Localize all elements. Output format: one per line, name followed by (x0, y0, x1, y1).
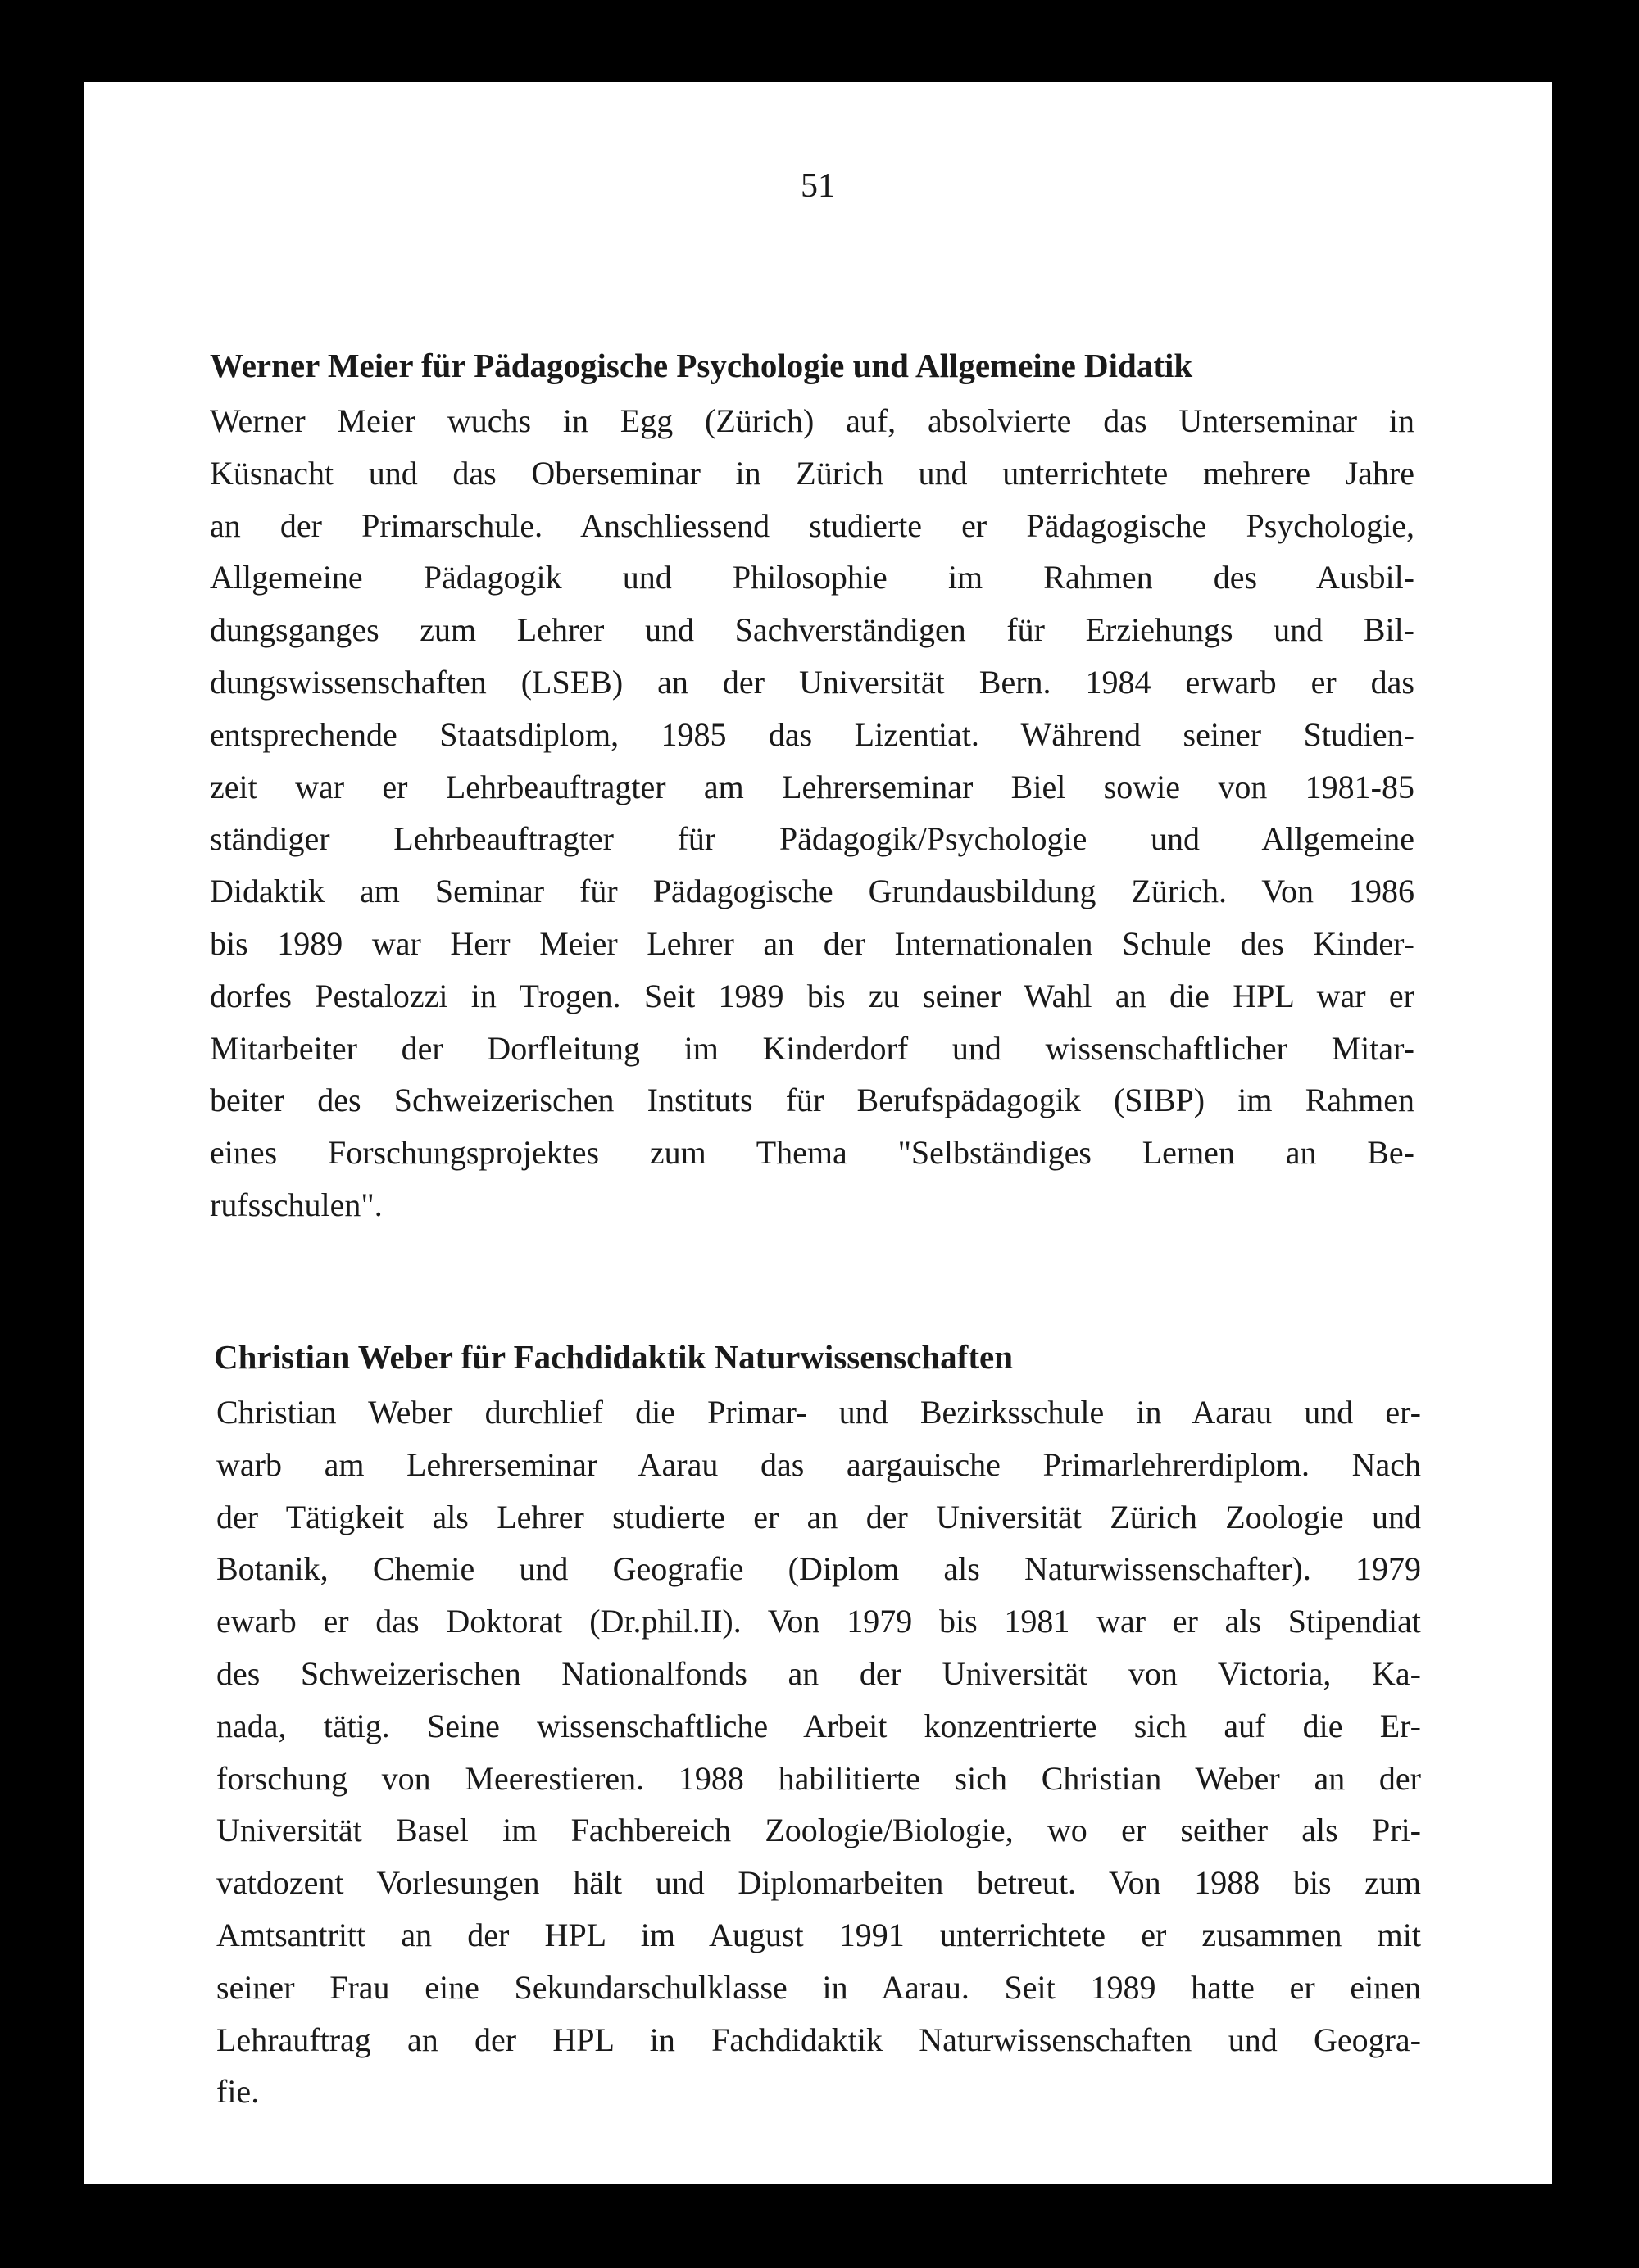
text-line: Didaktik am Seminar für Pädagogische Grundausbildung Zürich. Von 1986 (210, 873, 1414, 910)
text-line: Allgemeine Pädagogik und Philosophie im Rahmen des Ausbil- (210, 559, 1414, 596)
text-line: an der Primarschule. Anschliessend studierte er Pädagogische Psychologie, (210, 506, 1414, 544)
text-line: nada, tätig. Seine wissenschaftliche Arbeit konzentrierte sich auf die Er- (216, 1707, 1421, 1744)
text-line: Lehrauftrag an der HPL in Fachdidaktik Naturwissenschaften und Geogra- (216, 2021, 1421, 2058)
text-line: der Tätigkeit als Lehrer studierte er an der Universität Zürich Zoologie und (216, 1498, 1421, 1535)
text-line: ständiger Lehrbeauftragter für Pädagogik/Psychologie und Allgemeine (210, 820, 1414, 858)
text-line: warb am Lehrerseminar Aarau das aargauische Primarlehrerdiplom. Nach (216, 1445, 1421, 1483)
text-line: Christian Weber durchlief die Primar- und Bezirksschule in Aarau und er- (216, 1394, 1421, 1431)
text-line: dungswissenschaften (LSEB) an der Universität Bern. 1984 erwarb er das (210, 663, 1414, 701)
text-line: Amtsantritt an der HPL im August 1991 unterrichtete er zusammen mit (216, 1916, 1421, 1953)
text-line: des Schweizerischen Nationalfonds an der Universität von Victoria, Ka- (216, 1654, 1421, 1692)
text-line: dorfes Pestalozzi in Trogen. Seit 1989 bis zu seiner Wahl an die HPL war er (210, 977, 1414, 1014)
text-line: seiner Frau eine Sekundarschulklasse in Aarau. Seit 1989 hatte er einen (216, 1968, 1421, 2006)
text-line: vatdozent Vorlesungen hält und Diplomarbeiten betreut. Von 1988 bis zum (216, 1864, 1421, 1902)
section-body-weber (216, 1386, 1421, 2118)
text-line: Küsnacht und das Oberseminar in Zürich und unterrichtete mehrere Jahre (210, 454, 1414, 492)
text-line: rufsschulen". (210, 1186, 383, 1223)
text-line: ewarb er das Doktorat (Dr.phil.II). Von 1979 bis 1981 war er als Stipendiat (216, 1603, 1421, 1640)
text-line: entsprechende Staatsdiplom, 1985 das Lizentiat. Während seiner Studien- (210, 715, 1414, 753)
text-line: bis 1989 war Herr Meier Lehrer an der Internationalen Schule des Kinder- (210, 924, 1414, 962)
text-line: eines Forschungsprojektes zum Thema "Selbständiges Lernen an Be- (210, 1134, 1414, 1172)
text-line: Mitarbeiter der Dorfleitung im Kinderdorf und wissenschaftlicher Mitar- (210, 1029, 1414, 1067)
section-heading-meier: Werner Meier für Pädagogische Psychologie und Allgemeine Didatik (210, 347, 1193, 384)
section-body-meier (210, 395, 1414, 1232)
text-line: beiter des Schweizerischen Instituts für Berufspädagogik (SIBP) im Rahmen (210, 1082, 1414, 1119)
text-line: Werner Meier wuchs in Egg (Zürich) auf, absolvierte das Unterseminar in (210, 402, 1414, 439)
section-heading-weber: Christian Weber für Fachdidaktik Naturwissenschaften (214, 1338, 1013, 1376)
text-line: zeit war er Lehrbeauftragter am Lehrerseminar Biel sowie von 1981-85 (210, 768, 1414, 805)
document-page (84, 82, 1552, 2184)
text-line: fie. (216, 2073, 260, 2111)
text-line: dungsganges zum Lehrer und Sachverständigen für Erziehungs und Bil- (210, 611, 1414, 649)
page-number: 51 (801, 167, 835, 205)
text-line: forschung von Meerestieren. 1988 habilitierte sich Christian Weber an der (216, 1759, 1421, 1797)
text-line: Botanik, Chemie und Geografie (Diplom als Naturwissenschafter). 1979 (216, 1550, 1421, 1588)
text-line: Universität Basel im Fachbereich Zoologie/Biologie, wo er seither als Pri- (216, 1812, 1421, 1849)
